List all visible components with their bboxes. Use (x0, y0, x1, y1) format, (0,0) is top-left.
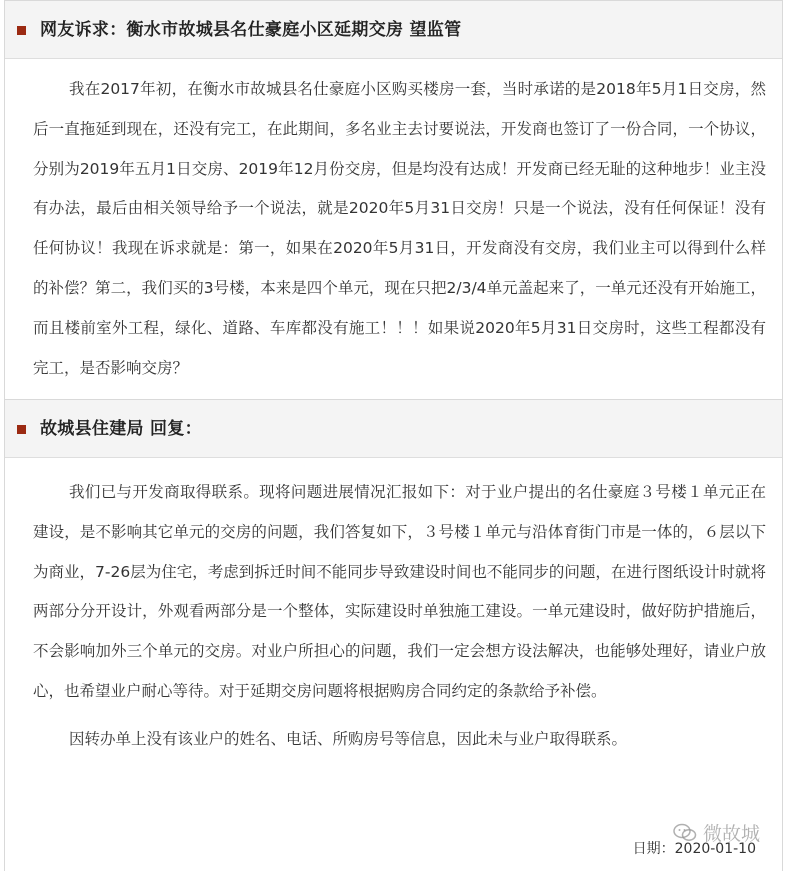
reply-body (5, 458, 782, 760)
watermark-text: 微故城 (702, 823, 760, 845)
bullet-square-icon (17, 26, 26, 35)
question-body (5, 59, 782, 388)
question-paragraph: 我在2017年初，在衡水市故城县名仕豪庭小区购买楼房一套，当时承诺的是2018年5月1日交房，然后一直拖延到现在，还没有完工，在此期间，多名业主去讨要说法，开发商也签订了一份合同，一个协议，分别为2019年五月1日交房、2019年12月份交房，但是均没有达成！开发商已经无耻的这种地步！业主没有办法，最后由相关领导给予一个说法，就是2020年5月31日交房！只是一个说法，没有任何保证！没有任何协议！我现在诉求就是：第一，如果在2020年5月31日，开发商没有交房，我们业主可以得到什么样的补偿？第二，我们买的3号楼，本来是四个单元，现在只把2/3/4单元盖起来了，一单元还没有开始施工，而且楼前室外工程，绿化、道路、车库都没有施工！！！如果说2020年5月31日交房时，这些工程都没有完工，是否影响交房？ (33, 80, 766, 377)
question-title: 网友诉求：衡水市故城县名仕豪庭小区延期交房 望监管 (40, 20, 462, 40)
reply-panel (4, 399, 783, 871)
question-panel (4, 0, 783, 400)
question-header (5, 1, 782, 59)
reply-paragraph: 我们已与开发商取得联系。现将问题进展情况汇报如下：对于业户提出的名仕豪庭３号楼１单元正在建设，是不影响其它单元的交房的问题，我们答复如下，３号楼１单元与沿体育街门市是一体的，６层以下为商业，7-26层为住宅，考虑到拆迁时间不能同步导致建设时间也不能同步的问题，在进行图纸设计时就将两部分分开设计，外观看两部分是一个整体，实际建设时单独施工建设。一单元建设时，做好防护措施后，不会影响加外三个单元的交房。对业户所担心的问题，我们一定会想方设法解决，也能够处理好，请业户放心，也希望业户耐心等待。对于延期交房问题将根据购房合同约定的条款给予补偿。 (33, 483, 766, 700)
reply-note-paragraph: 因转办单上没有该业户的姓名、电话、所购房号等信息，因此未与业户取得联系。 (69, 729, 628, 748)
reply-header (5, 400, 782, 458)
reply-title: 故城县住建局 回复： (40, 419, 202, 439)
reply-date: 日期：2020-01-10 (632, 841, 756, 857)
bullet-square-icon (17, 425, 26, 434)
